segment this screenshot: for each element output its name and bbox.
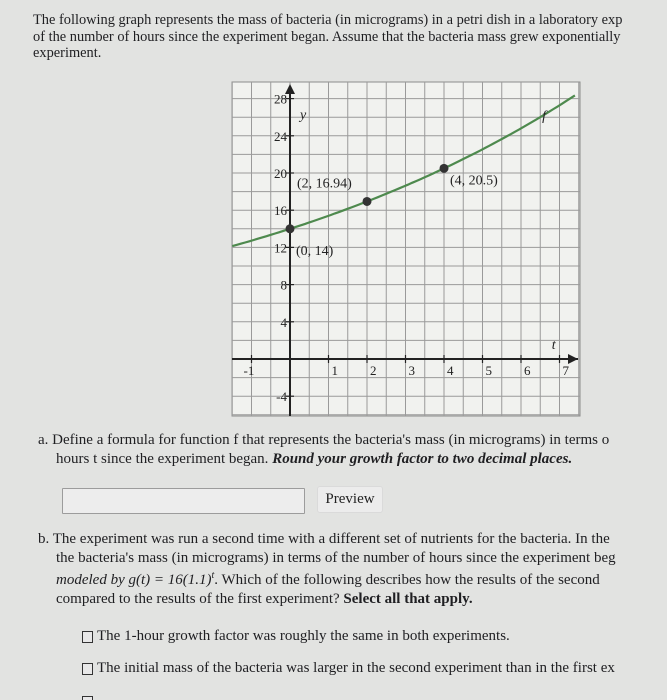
y-tick-label: 16 — [274, 203, 287, 219]
part-b-exponent: t — [211, 570, 215, 582]
x-tick-label: 1 — [331, 363, 338, 378]
option-3-checkbox — [82, 696, 93, 700]
part-b-line-2: the bacteria's mass (in micrograms) in terms of the number of hours since the experiment beg — [56, 549, 616, 566]
point-label: (0, 14) — [296, 243, 334, 259]
option-2-checkbox[interactable] — [82, 663, 93, 675]
x-axis-label: t — [551, 338, 556, 353]
part-b-question — [38, 530, 616, 608]
part-a-rounding-note: Round your growth factor to two decimal places. — [272, 450, 573, 467]
y-tick-label: 20 — [274, 166, 287, 181]
intro-line-1: The following graph represents the mass of bacteria (in micrograms) in a petri dish in a laboratory exp — [33, 12, 623, 28]
y-tick-label: 4 — [280, 314, 287, 330]
part-a-question — [38, 431, 609, 468]
x-tick-label: 6 — [524, 363, 531, 378]
select-all-note: Select all that apply. — [343, 590, 473, 607]
data-point — [440, 164, 449, 173]
part-a-line-1: a. Define a formula for function f that represents the bacteria's mass (in micrograms) in terms o — [38, 432, 610, 448]
y-tick-label: -4 — [276, 389, 287, 405]
x-tick-label: 5 — [485, 363, 492, 378]
part-b-line-4 — [38, 590, 616, 609]
data-point — [286, 224, 295, 233]
intro-line-3: experiment. — [33, 45, 102, 61]
y-tick-label: 12 — [274, 240, 287, 256]
part-a-line-2 — [38, 450, 609, 469]
preview-button[interactable]: Preview — [317, 486, 383, 513]
option-2[interactable] — [82, 660, 615, 677]
data-point — [363, 197, 372, 206]
intro-line-2: of the number of hours since the experiment began. Assume that the bacteria mass grew exponentially — [33, 28, 621, 45]
part-b-line-1: b. The experiment was run a second time with a different set of nutrients for the bacteria. In the — [38, 531, 610, 547]
y-tick-label: 8 — [280, 277, 287, 293]
option-3-partial — [82, 692, 122, 700]
x-tick-label: 3 — [408, 363, 415, 378]
option-1-label: The 1-hour growth factor was roughly the same in both experiments. — [97, 628, 510, 644]
x-tick-label: 7 — [562, 363, 569, 378]
point-label: (4, 20.5) — [450, 173, 498, 189]
x-tick-label: 4 — [447, 363, 454, 378]
part-a-line-2-text: hours t since the experiment began. — [56, 450, 273, 467]
option-2-label: The initial mass of the bacteria was larger in the second experiment than in the first ex — [97, 660, 615, 676]
formula-answer-input[interactable] — [62, 488, 305, 514]
y-axis-label: y — [300, 108, 307, 124]
part-b-line-3 — [38, 567, 616, 590]
x-tick-label: 2 — [370, 363, 377, 378]
option-1[interactable] — [82, 628, 510, 645]
y-tick-label: 24 — [274, 128, 287, 144]
y-tick-label: 28 — [274, 91, 287, 107]
x-tick-label: -1 — [243, 363, 255, 378]
option-1-checkbox[interactable] — [82, 631, 93, 643]
part-b-line-4-text: compared to the results of the first experiment? — [56, 590, 344, 607]
function-label: f — [542, 108, 547, 124]
point-label: (2, 16.94) — [297, 176, 352, 192]
part-b-line-3-rest: . Which of the following describes how the results of the second — [214, 572, 600, 589]
part-b-formula: modeled by g(t) = 16(1.1) — [56, 572, 212, 589]
